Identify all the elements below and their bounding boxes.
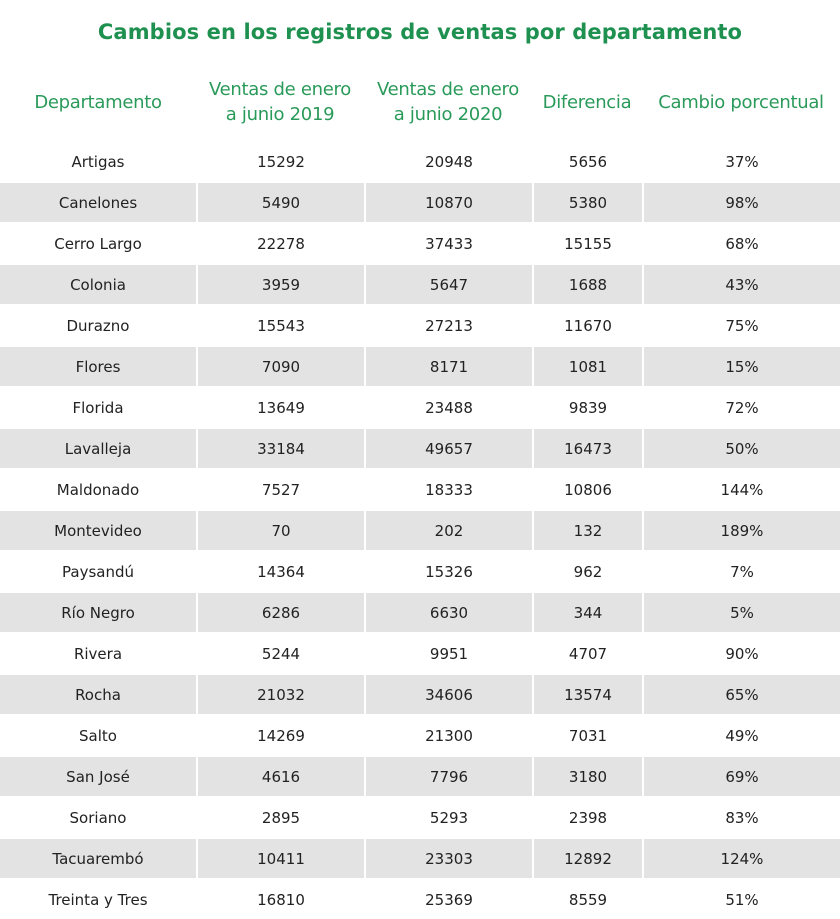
cell-diferencia: 16473 — [532, 427, 642, 468]
cell-ventas-2020: 49657 — [364, 427, 532, 468]
cell-diferencia: 1688 — [532, 263, 642, 304]
cell-diferencia: 4707 — [532, 632, 642, 673]
cell-diferencia: 11670 — [532, 304, 642, 345]
header-line: a junio 2019 — [225, 104, 335, 125]
cell-cambio-porcentual: 98% — [642, 181, 840, 222]
cell-ventas-2019: 33184 — [196, 427, 364, 468]
cell-ventas-2020: 5293 — [364, 796, 532, 837]
cell-ventas-2019: 2895 — [196, 796, 364, 837]
table-row — [0, 386, 840, 427]
cell-ventas-2020: 202 — [364, 509, 532, 550]
cell-departamento: Artigas — [0, 140, 196, 181]
cell-cambio-porcentual: 69% — [642, 755, 840, 796]
cell-diferencia: 7031 — [532, 714, 642, 755]
table-body — [0, 140, 840, 919]
cell-ventas-2020: 20948 — [364, 140, 532, 181]
cell-departamento: Maldonado — [0, 468, 196, 509]
cell-cambio-porcentual: 5% — [642, 591, 840, 632]
header-line: Cambio porcentual — [658, 91, 824, 113]
cell-ventas-2019: 3959 — [196, 263, 364, 304]
header-cambio-porcentual — [642, 64, 840, 140]
header-departamento — [0, 64, 196, 140]
cell-departamento: San José — [0, 755, 196, 796]
table-row — [0, 714, 840, 755]
header-ventas-2020 — [364, 64, 532, 140]
header-row — [0, 64, 840, 140]
cell-diferencia: 3180 — [532, 755, 642, 796]
header-line: Ventas de enero — [209, 79, 351, 100]
table-row — [0, 796, 840, 837]
table-row — [0, 591, 840, 632]
cell-cambio-porcentual: 72% — [642, 386, 840, 427]
cell-ventas-2020: 21300 — [364, 714, 532, 755]
cell-diferencia: 5656 — [532, 140, 642, 181]
cell-ventas-2019: 16810 — [196, 878, 364, 919]
cell-cambio-porcentual: 15% — [642, 345, 840, 386]
cell-diferencia: 13574 — [532, 673, 642, 714]
table-row — [0, 468, 840, 509]
cell-cambio-porcentual: 189% — [642, 509, 840, 550]
cell-ventas-2019: 70 — [196, 509, 364, 550]
cell-diferencia: 344 — [532, 591, 642, 632]
cell-ventas-2020: 15326 — [364, 550, 532, 591]
sales-table — [0, 64, 840, 919]
cell-cambio-porcentual: 75% — [642, 304, 840, 345]
cell-cambio-porcentual: 83% — [642, 796, 840, 837]
cell-departamento: Soriano — [0, 796, 196, 837]
cell-diferencia: 10806 — [532, 468, 642, 509]
cell-ventas-2020: 7796 — [364, 755, 532, 796]
cell-ventas-2020: 34606 — [364, 673, 532, 714]
cell-ventas-2019: 10411 — [196, 837, 364, 878]
table-row — [0, 304, 840, 345]
cell-ventas-2019: 7090 — [196, 345, 364, 386]
cell-cambio-porcentual: 49% — [642, 714, 840, 755]
cell-ventas-2019: 6286 — [196, 591, 364, 632]
cell-cambio-porcentual: 51% — [642, 878, 840, 919]
cell-departamento: Canelones — [0, 181, 196, 222]
table-row — [0, 755, 840, 796]
cell-departamento: Salto — [0, 714, 196, 755]
cell-ventas-2020: 10870 — [364, 181, 532, 222]
cell-ventas-2019: 14364 — [196, 550, 364, 591]
table-row — [0, 673, 840, 714]
cell-cambio-porcentual: 7% — [642, 550, 840, 591]
cell-ventas-2020: 23488 — [364, 386, 532, 427]
cell-diferencia: 12892 — [532, 837, 642, 878]
cell-cambio-porcentual: 144% — [642, 468, 840, 509]
cell-cambio-porcentual: 43% — [642, 263, 840, 304]
cell-departamento: Durazno — [0, 304, 196, 345]
cell-departamento: Río Negro — [0, 591, 196, 632]
cell-departamento: Lavalleja — [0, 427, 196, 468]
cell-diferencia: 962 — [532, 550, 642, 591]
header-line: Ventas de enero — [377, 79, 519, 100]
cell-ventas-2019: 5490 — [196, 181, 364, 222]
cell-ventas-2019: 21032 — [196, 673, 364, 714]
cell-cambio-porcentual: 90% — [642, 632, 840, 673]
cell-ventas-2020: 6630 — [364, 591, 532, 632]
cell-departamento: Paysandú — [0, 550, 196, 591]
cell-ventas-2020: 25369 — [364, 878, 532, 919]
cell-ventas-2020: 37433 — [364, 222, 532, 263]
table-row — [0, 550, 840, 591]
header-ventas-2019 — [196, 64, 364, 140]
cell-departamento: Florida — [0, 386, 196, 427]
cell-diferencia: 15155 — [532, 222, 642, 263]
header-diferencia — [532, 64, 642, 140]
cell-diferencia: 2398 — [532, 796, 642, 837]
table-row — [0, 263, 840, 304]
table-row — [0, 632, 840, 673]
cell-cambio-porcentual: 37% — [642, 140, 840, 181]
cell-ventas-2020: 18333 — [364, 468, 532, 509]
cell-departamento: Rivera — [0, 632, 196, 673]
cell-cambio-porcentual: 124% — [642, 837, 840, 878]
cell-cambio-porcentual: 68% — [642, 222, 840, 263]
cell-ventas-2020: 9951 — [364, 632, 532, 673]
table-row — [0, 345, 840, 386]
cell-ventas-2019: 4616 — [196, 755, 364, 796]
cell-ventas-2020: 23303 — [364, 837, 532, 878]
cell-ventas-2020: 27213 — [364, 304, 532, 345]
table-row — [0, 878, 840, 919]
table-row — [0, 140, 840, 181]
cell-ventas-2020: 5647 — [364, 263, 532, 304]
header-line: Diferencia — [542, 91, 632, 113]
cell-departamento: Treinta y Tres — [0, 878, 196, 919]
cell-diferencia: 5380 — [532, 181, 642, 222]
cell-cambio-porcentual: 65% — [642, 673, 840, 714]
cell-ventas-2019: 7527 — [196, 468, 364, 509]
cell-cambio-porcentual: 50% — [642, 427, 840, 468]
table-row — [0, 509, 840, 550]
chart-title: Cambios en los registros de ventas por departamento — [97, 20, 743, 44]
table-row — [0, 222, 840, 263]
cell-departamento: Tacuarembó — [0, 837, 196, 878]
cell-ventas-2019: 15543 — [196, 304, 364, 345]
cell-diferencia: 132 — [532, 509, 642, 550]
table-row — [0, 837, 840, 878]
cell-departamento: Cerro Largo — [0, 222, 196, 263]
cell-departamento: Colonia — [0, 263, 196, 304]
cell-diferencia: 8559 — [532, 878, 642, 919]
cell-ventas-2019: 14269 — [196, 714, 364, 755]
cell-departamento: Montevideo — [0, 509, 196, 550]
cell-ventas-2019: 13649 — [196, 386, 364, 427]
cell-ventas-2020: 8171 — [364, 345, 532, 386]
table-row — [0, 427, 840, 468]
cell-departamento: Rocha — [0, 673, 196, 714]
cell-ventas-2019: 5244 — [196, 632, 364, 673]
table-row — [0, 181, 840, 222]
cell-departamento: Flores — [0, 345, 196, 386]
cell-diferencia: 9839 — [532, 386, 642, 427]
cell-diferencia: 1081 — [532, 345, 642, 386]
cell-ventas-2019: 22278 — [196, 222, 364, 263]
header-line: Departamento — [34, 91, 162, 113]
cell-ventas-2019: 15292 — [196, 140, 364, 181]
header-line: a junio 2020 — [393, 104, 503, 125]
